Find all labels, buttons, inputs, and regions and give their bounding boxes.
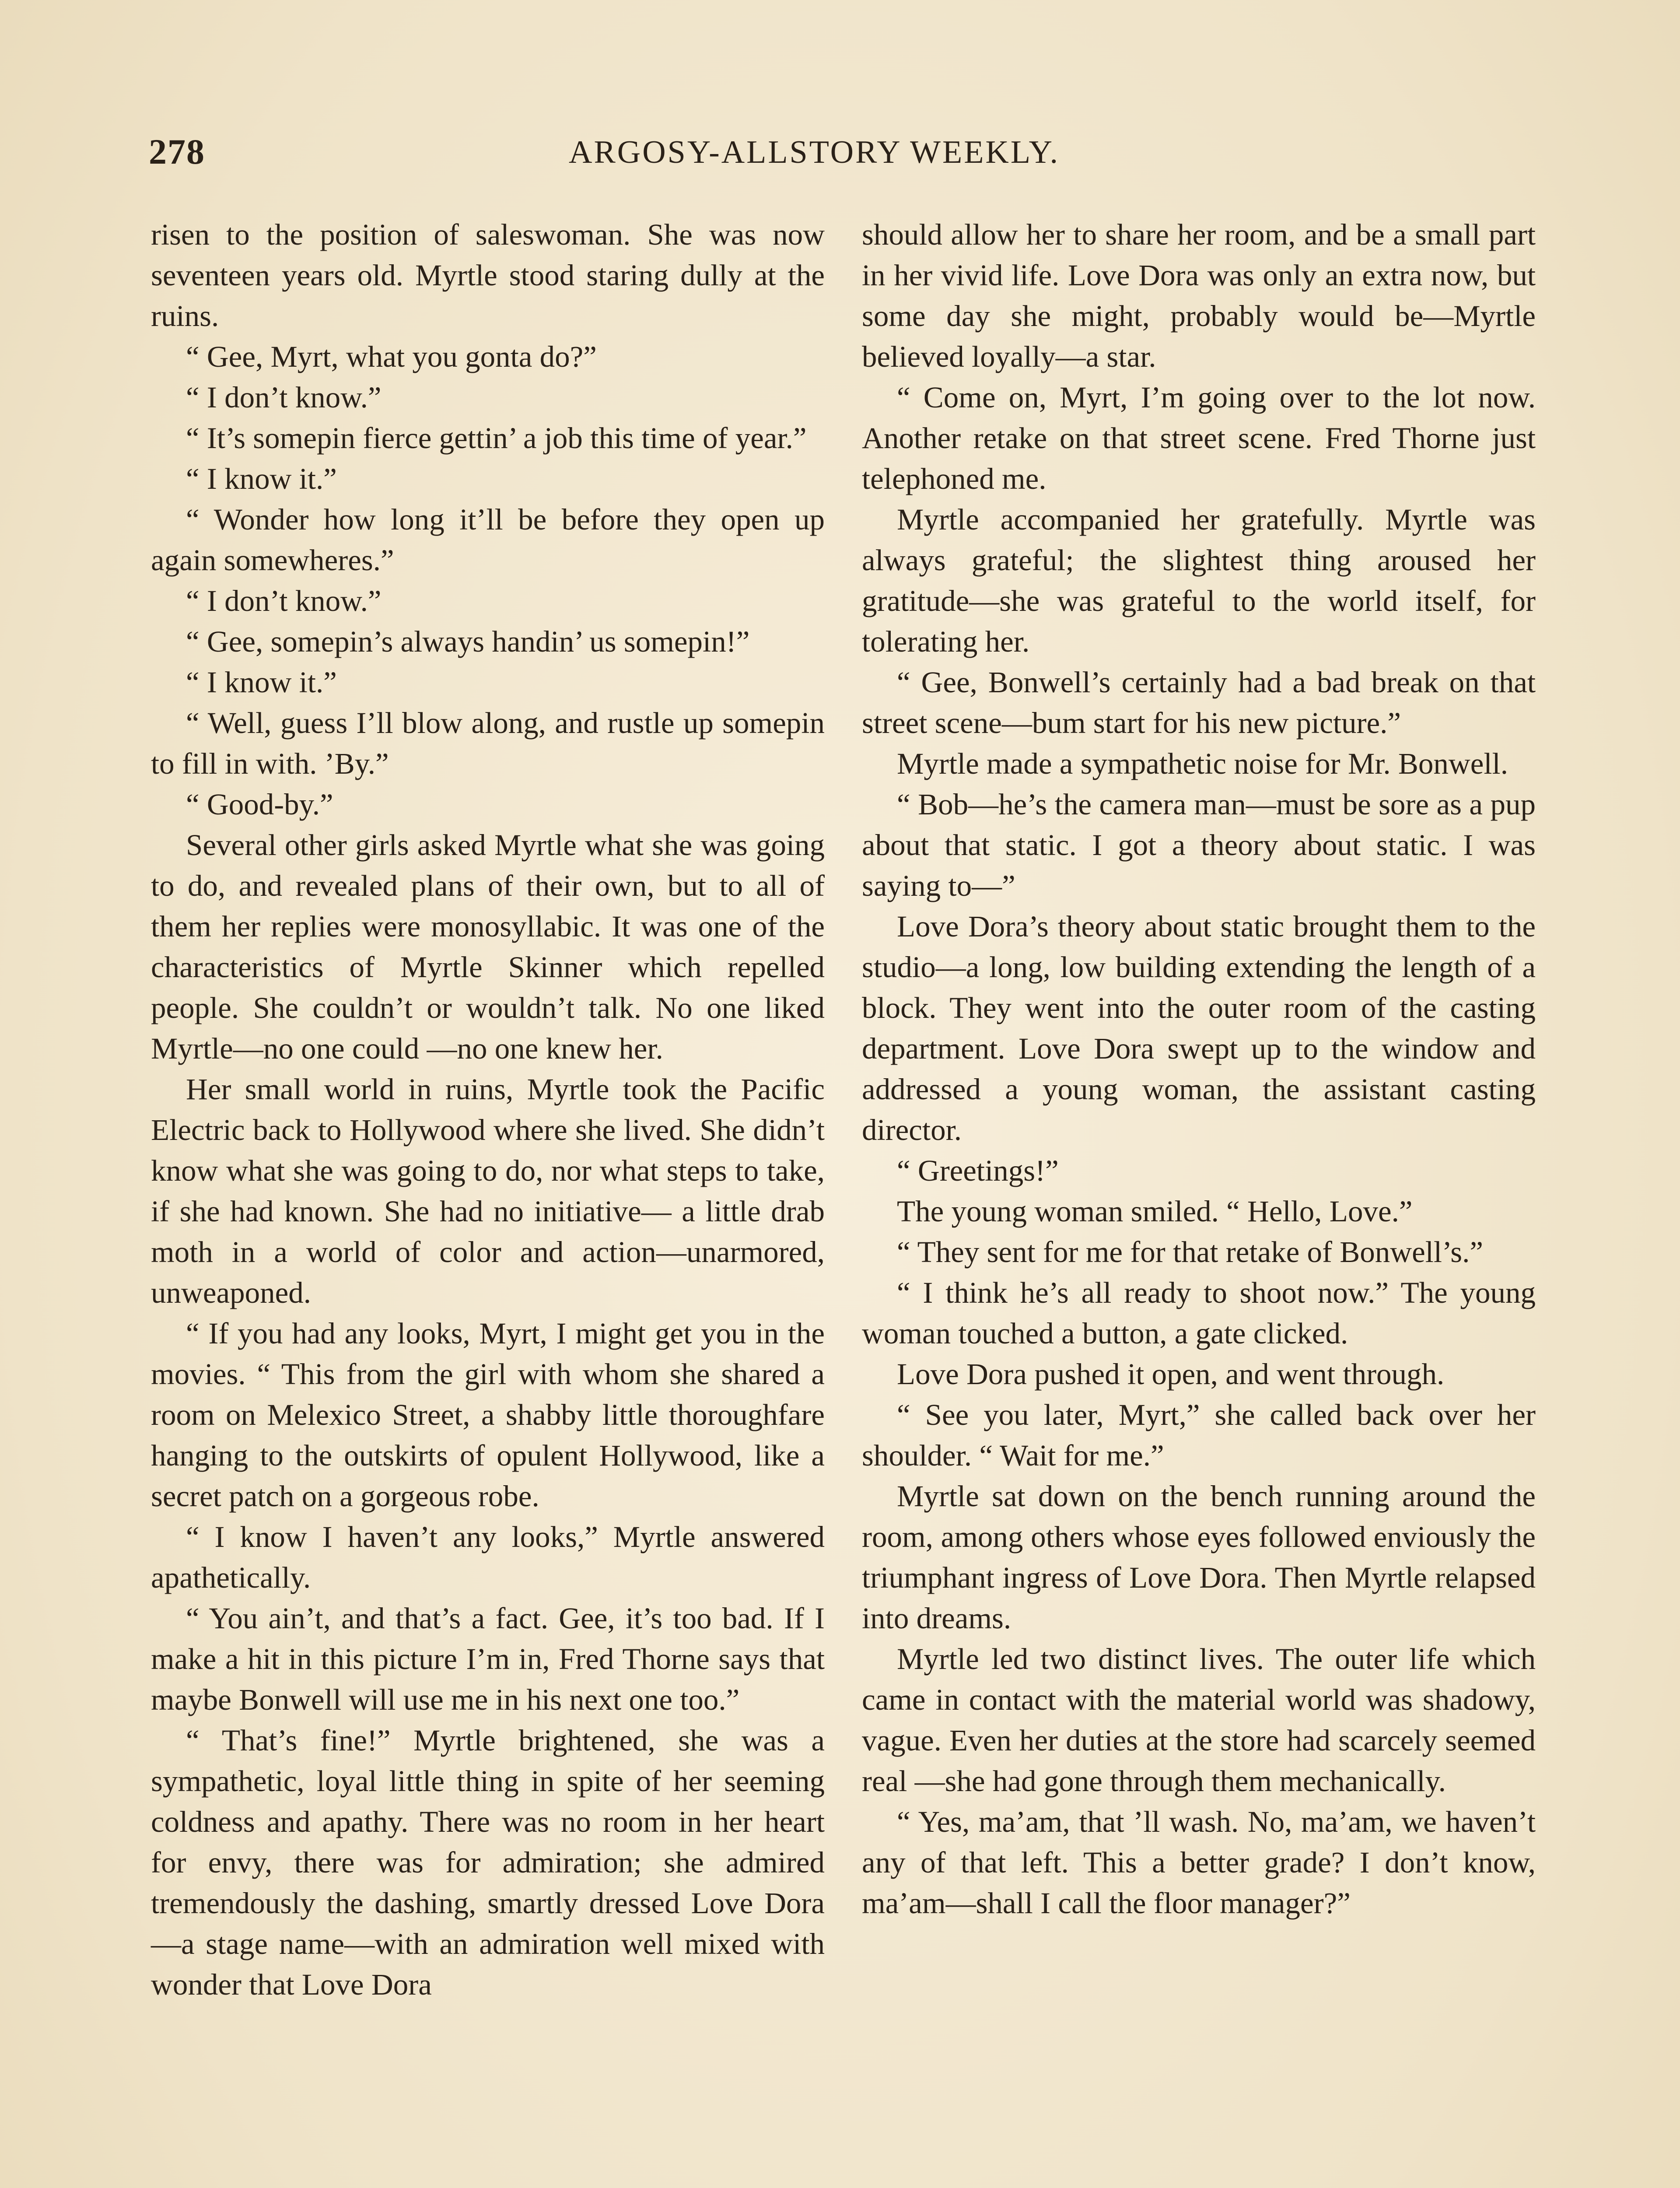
- page-header: [149, 131, 1540, 179]
- paragraph: Myrtle sat down on the bench running around the room, among others whose eyes followed enviously the triumphant ingress of Love Dora. Then Myrtle relapsed into dreams.: [862, 1480, 1536, 1635]
- paragraph: Myrtle led two distinct lives. The outer life which came in contact with the material world was shadowy, vague. Even her duties at the store had scarcely seemed real —she had gone through them mechanically.: [862, 1642, 1536, 1798]
- running-title: ARGOSY-ALLSTORY WEEKLY.: [569, 134, 1060, 170]
- paragraph: “ Gee, Myrt, what you gonta do?”: [186, 340, 597, 373]
- paragraph: Her small world in ruins, Myrtle took the Pacific Electric back to Hollywood where she lived. She didn’t know what she was going to do, nor what steps to take, if she had known. She had no initiative— a little drab moth in a world of color and action—unarmored, unweaponed.: [151, 1073, 825, 1309]
- paragraph: risen to the position of saleswoman. She was now seventeen years old. Myrtle stood staring dully at the ruins.: [151, 218, 825, 333]
- paragraph: “ Gee, Bonwell’s certainly had a bad break on that street scene—bum start for his new picture.”: [862, 666, 1536, 740]
- paragraph: “ Greetings!”: [897, 1154, 1059, 1187]
- paragraph: “ I know it.”: [186, 462, 337, 495]
- paragraph: “ Gee, somepin’s always handin’ us somepin!”: [186, 625, 750, 658]
- paragraph: “ See you later, Myrt,” she called back over her shoulder. “ Wait for me.”: [862, 1398, 1536, 1472]
- paragraph: “ If you had any looks, Myrt, I might get you in the movies. “ This from the girl with whom she shared a room on Melexico Street, a shabby little thoroughfare hanging to the outskirts of opulent Hollywood, like a secret patch on a gorgeous robe.: [151, 1317, 825, 1513]
- paragraph: “ Good-by.”: [186, 788, 333, 821]
- page-number: 278: [149, 132, 205, 172]
- paragraph: “ Bob—he’s the camera man—must be sore as a pup about that static. I got a theory about static. I was saying to—”: [862, 788, 1536, 902]
- paragraph: “ They sent for me for that retake of Bonwell’s.”: [897, 1235, 1483, 1269]
- paragraph: “ I don’t know.”: [186, 584, 382, 617]
- paragraph: “ Wonder how long it’ll be before they open up again somewheres.”: [151, 503, 825, 577]
- paragraph: Myrtle made a sympathetic noise for Mr. Bonwell.: [897, 747, 1508, 780]
- paragraph: Myrtle accompanied her gratefully. Myrtle was always grateful; the slightest thing aroused her gratitude—she was grateful to the world itself, for tolerating her.: [862, 503, 1536, 658]
- paragraph: should allow her to share her room, and be a small part in her vivid life. Love Dora was only an extra now, but some day she might, probably would be—Myrtle believed loyally—a star.: [862, 218, 1536, 373]
- paragraph: “ I know I haven’t any looks,” Myrtle answered apathetically.: [151, 1520, 825, 1594]
- paragraph: “ Well, guess I’ll blow along, and rustle up somepin to fill in with. ’By.”: [151, 706, 825, 780]
- paragraph: “ I think he’s all ready to shoot now.” The young woman touched a button, a gate clicked.: [862, 1276, 1536, 1350]
- paragraph: “ I don’t know.”: [186, 381, 382, 414]
- paragraph: “ Come on, Myrt, I’m going over to the lot now. Another retake on that street scene. Fred Thorne just telephoned me.: [862, 381, 1536, 495]
- paragraph: Love Dora’s theory about static brought them to the studio—a long, low building extending the length of a block. They went into the outer room of the casting department. Love Dora swept up to the window and addressed a young woman, the assistant casting director.: [862, 910, 1536, 1147]
- paragraph: “ It’s somepin fierce gettin’ a job this time of year.”: [186, 421, 807, 455]
- paragraph: Love Dora pushed it open, and went through.: [897, 1357, 1445, 1391]
- paragraph: “ Yes, ma’am, that ’ll wash. No, ma’am, we haven’t any of that left. This a better grade? I don’t know, ma’am—shall I call the floor manager?”: [862, 1805, 1536, 1920]
- paragraph: Several other girls asked Myrtle what she was going to do, and revealed plans of their own, but to all of them her replies were monosyllabic. It was one of the characteristics of Myrtle Skinner which repelled people. She couldn’t or wouldn’t talk. No one liked Myrtle—no one could —no one knew her.: [151, 828, 825, 1065]
- paragraph: “ You ain’t, and that’s a fact. Gee, it’s too bad. If I make a hit in this picture I’m in, Fred Thorne says that maybe Bonwell will use me in his next one too.”: [151, 1602, 825, 1716]
- right-column: [862, 214, 1536, 1924]
- paragraph: The young woman smiled. “ Hello, Love.”: [897, 1195, 1413, 1228]
- left-column: [151, 214, 825, 2005]
- paragraph: “ I know it.”: [186, 666, 337, 699]
- paragraph: “ That’s fine!” Myrtle brightened, she was a sympathetic, loyal little thing in spite of her seeming coldness and apathy. There was no room in her heart for envy, there was for admiration; she admired tremendously the dashing, smartly dressed Love Dora—a stage name—with an admiration well mixed with wonder that Love Dora: [151, 1724, 825, 2001]
